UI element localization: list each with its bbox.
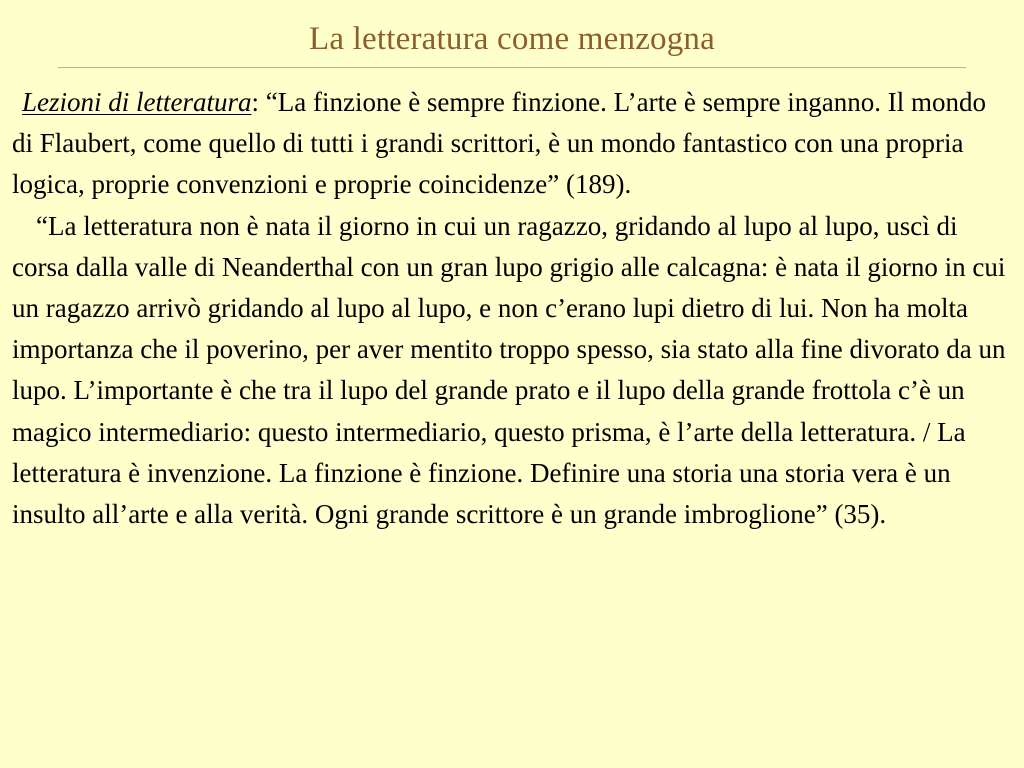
quote-2-text: “La letteratura non è nata il giorno in cui un ragazzo, gridando al lupo al lupo, uscì di corsa dalla valle di Neanderthal con un gran lupo grigio alle calcagna: è nata il giorno in cui un ragazzo arrivò gridando al lupo al lupo, e non c’erano lupi dietro di lui. Non ha molta importanza che il poverino, per aver mentito troppo spesso, sia stato alla fine divorato da un lupo. L’importante è che tra il lupo del grande prato e il lupo della grande frottola c’è un magico intermediario: questo intermediario, questo prisma, è l’arte della letteratura. / La letteratura è invenzione. La finzione è finzione. Definire una storia una storia vera è un insulto all’arte e alla verità. Ogni grande scrittore è un grande imbroglione” (35). [12,210,1006,530]
book-title: Lezioni di letteratura [22,87,252,117]
slide-title: La letteratura come menzogna [309,21,715,57]
title-divider [58,67,966,68]
book-title-separator: : [251,87,266,117]
slide-body [12,82,1012,535]
quote-1-text: “La finzione è sempre finzione. L’arte è sempre inganno. Il mondo di Flaubert, come quello di tutti i grandi scrittori, è un mondo fantastico con una propria logica, proprie convenzioni e proprie coincidenze” (189). [12,87,986,200]
quote-paragraph-2 [12,206,1012,536]
quote-paragraph-1 [12,82,1012,206]
